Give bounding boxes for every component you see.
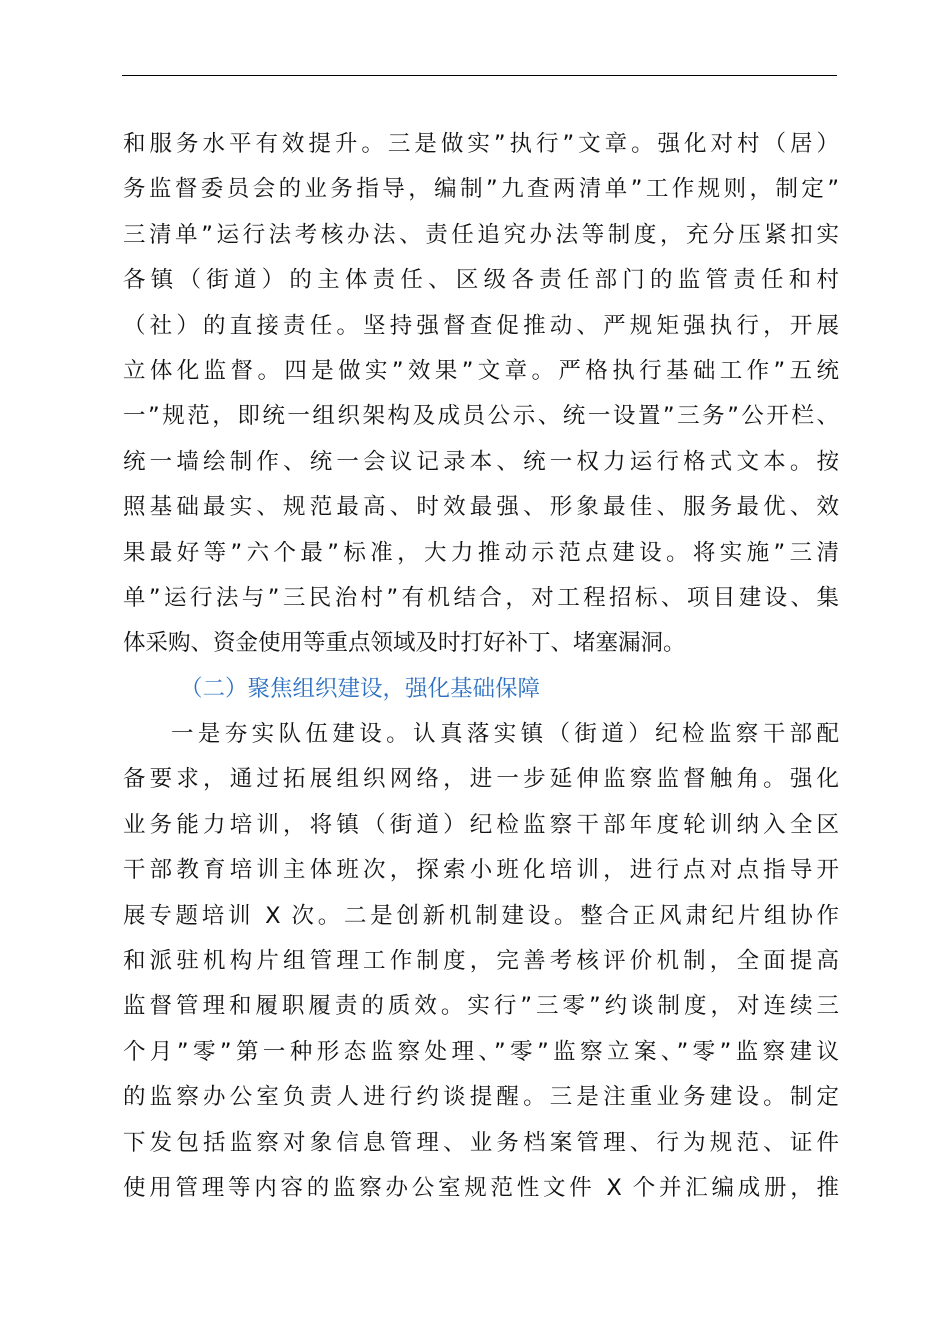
text-line: 务监督委员会的业务指导，编制”九查两清单”工作规则，制定”: [123, 176, 839, 203]
text-line: 的监察办公室负责人进行约谈提醒。三是注重业务建设。制定: [123, 1084, 839, 1111]
text-line: 业务能力培训，将镇（街道）纪检监察干部年度轮训纳入全区: [123, 811, 839, 838]
text-line: 立体化监督。四是做实”效果”文章。严格执行基础工作”五统: [123, 357, 839, 384]
text-line: 和派驻机构片组管理工作制度，完善考核评价机制，全面提高: [123, 948, 839, 975]
text-line: 三清单”运行法考核办法、责任追究办法等制度，充分压紧扣实: [123, 221, 839, 248]
header-rule: [122, 75, 837, 76]
body-text: [123, 122, 839, 1211]
text-line: 体采购、资金使用等重点领域及时打好补丁、堵塞漏洞。: [123, 630, 686, 657]
text-line: 干部教育培训主体班次，探索小班化培训，进行点对点指导开: [123, 857, 839, 884]
text-line: 各镇（街道）的主体责任、区级各责任部门的监管责任和村: [123, 267, 839, 294]
text-line: 单”运行法与”三民治村”有机结合，对工程招标、项目建设、集: [123, 584, 839, 611]
text-line: 展专题培训 X 次。二是创新机制建设。整合正风肃纪片组协作: [123, 902, 839, 929]
text-line: 个月”零”第一种形态监察处理、”零”监察立案、”零”监察建议: [123, 1038, 839, 1065]
text-line: 统一墙绘制作、统一会议记录本、统一权力运行格式文本。按: [123, 448, 839, 475]
section-heading: （二）聚焦组织建设，强化基础保障: [180, 675, 541, 702]
text-line: 果最好等”六个最”标准，大力推动示范点建设。将实施”三清: [123, 539, 839, 566]
text-line: 照基础最实、规范最高、时效最强、形象最佳、服务最优、效: [123, 494, 839, 521]
text-line: 和服务水平有效提升。三是做实”执行”文章。强化对村（居）: [123, 131, 839, 157]
text-line: 备要求，通过拓展组织网络，进一步延伸监察监督触角。强化: [123, 766, 839, 793]
text-line: 下发包括监察对象信息管理、业务档案管理、行为规范、证件: [123, 1129, 839, 1156]
text-line: 监督管理和履职履责的质效。实行”三零”约谈制度，对连续三: [123, 993, 839, 1020]
text-line: 使用管理等内容的监察办公室规范性文件 X 个并汇编成册，推: [123, 1174, 839, 1201]
text-line: 一”规范，即统一组织架构及成员公示、统一设置”三务”公开栏、: [123, 403, 839, 430]
text-line: （社）的直接责任。坚持强督查促推动、严规矩强执行，开展: [123, 312, 839, 339]
text-line: 一是夯实队伍建设。认真落实镇（街道）纪检监察干部配: [171, 721, 839, 748]
